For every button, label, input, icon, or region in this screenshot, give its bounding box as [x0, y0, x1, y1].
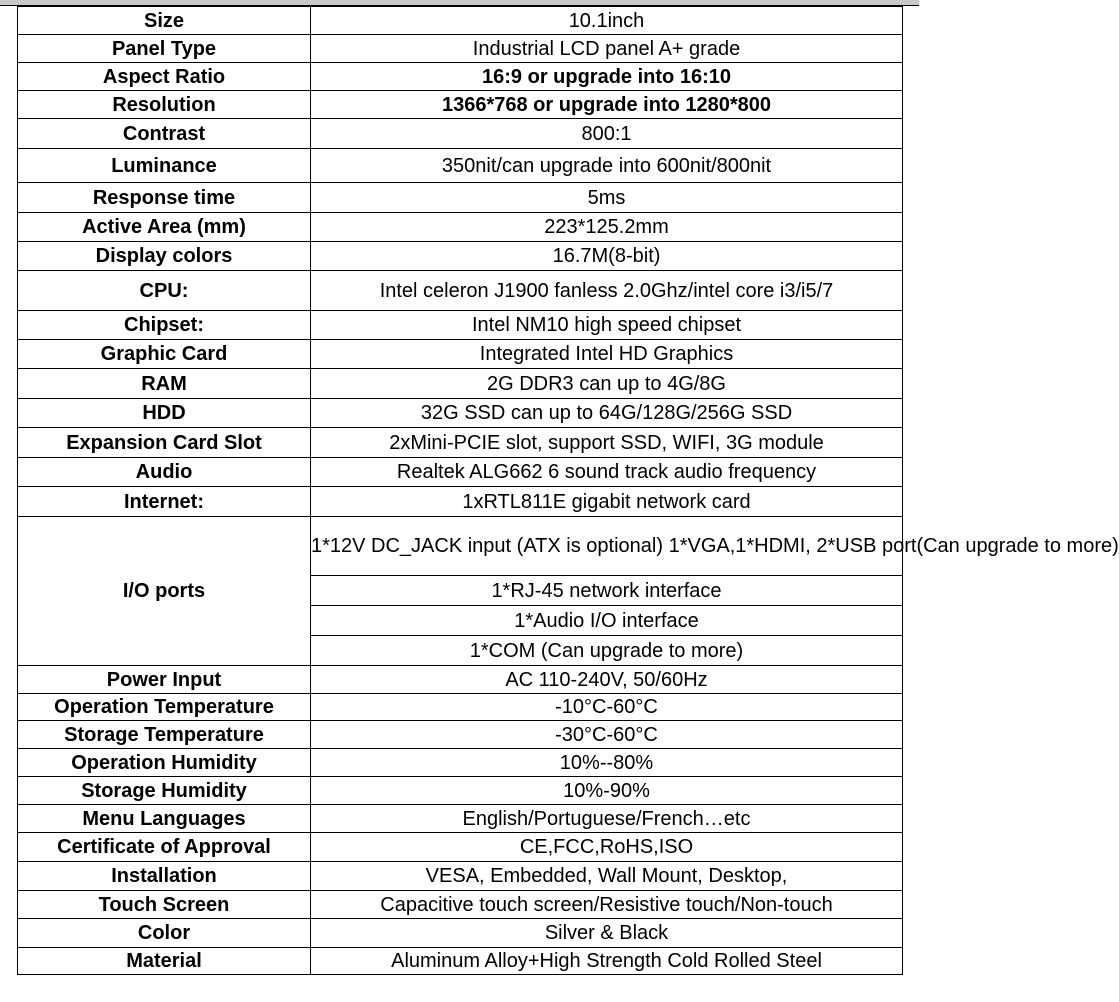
spec-value: 800:1	[311, 119, 903, 149]
table-row	[18, 487, 903, 517]
table-row	[18, 666, 903, 694]
table-row	[18, 458, 903, 487]
table-row	[18, 369, 903, 399]
table-row	[18, 399, 903, 428]
spec-label: Power Input	[18, 666, 311, 694]
spec-value: 1xRTL811E gigabit network card	[311, 487, 903, 517]
spec-value: 16:9 or upgrade into 16:10	[311, 63, 903, 91]
table-row	[18, 242, 903, 271]
spec-value: 5ms	[311, 183, 903, 213]
spec-value: Industrial LCD panel A+ grade	[311, 35, 903, 63]
table-row	[18, 149, 903, 183]
table-row	[18, 517, 903, 576]
table-row	[18, 271, 903, 311]
spec-label: Contrast	[18, 119, 311, 149]
spec-value: Capacitive touch screen/Resistive touch/Non-touch	[311, 891, 903, 919]
table-row	[18, 694, 903, 721]
spec-label: Display colors	[18, 242, 311, 271]
table-row	[18, 340, 903, 369]
spec-value: VESA, Embedded, Wall Mount, Desktop,	[311, 862, 903, 891]
table-row	[18, 948, 903, 975]
spec-label: Material	[18, 948, 311, 975]
spec-value: 223*125.2mm	[311, 213, 903, 242]
table-row	[18, 721, 903, 749]
spec-value: 2G DDR3 can up to 4G/8G	[311, 369, 903, 399]
table-row	[18, 919, 903, 948]
spec-value: 1*12V DC_JACK input (ATX is optional) 1*VGA,1*HDMI, 2*USB port(Can upgrade to more)	[311, 517, 903, 576]
table-row	[18, 213, 903, 242]
spec-label: Luminance	[18, 149, 311, 183]
spec-value: CE,FCC,RoHS,ISO	[311, 833, 903, 862]
table-row	[18, 777, 903, 805]
table-row	[18, 749, 903, 777]
spec-label: Size	[18, 7, 311, 35]
table-row	[18, 63, 903, 91]
table-row	[18, 891, 903, 919]
spec-value: 1366*768 or upgrade into 1280*800	[311, 91, 903, 119]
spec-label-io-ports: I/O ports	[18, 517, 311, 666]
table-row	[18, 119, 903, 149]
spec-value: 32G SSD can up to 64G/128G/256G SSD	[311, 399, 903, 428]
table-row	[18, 91, 903, 119]
spec-label: Color	[18, 919, 311, 948]
spec-value: Realtek ALG662 6 sound track audio frequency	[311, 458, 903, 487]
spec-label: Operation Temperature	[18, 694, 311, 721]
spec-value: -30°C-60°C	[311, 721, 903, 749]
spec-label: Internet:	[18, 487, 311, 517]
spec-label: Panel Type	[18, 35, 311, 63]
spec-value: AC 110-240V, 50/60Hz	[311, 666, 903, 694]
table-row	[18, 862, 903, 891]
table-row	[18, 428, 903, 458]
spec-label: Storage Temperature	[18, 721, 311, 749]
spec-label: Resolution	[18, 91, 311, 119]
spec-label: Aspect Ratio	[18, 63, 311, 91]
spec-label: Active Area (mm)	[18, 213, 311, 242]
table-row	[18, 183, 903, 213]
spec-value: 1*Audio I/O interface	[311, 606, 903, 636]
spec-value: Integrated Intel HD Graphics	[311, 340, 903, 369]
spec-value: Intel NM10 high speed chipset	[311, 311, 903, 340]
spec-label: Menu Languages	[18, 805, 311, 833]
spec-value: 1*RJ-45 network interface	[311, 576, 903, 606]
spec-value: 1*COM (Can upgrade to more)	[311, 636, 903, 666]
spec-table	[17, 6, 1119, 975]
spec-label: Touch Screen	[18, 891, 311, 919]
spec-label: Installation	[18, 862, 311, 891]
table-row	[18, 7, 903, 35]
spec-label: Storage Humidity	[18, 777, 311, 805]
table-row	[18, 311, 903, 340]
spec-value: English/Portuguese/French…etc	[311, 805, 903, 833]
spec-value: 350nit/can upgrade into 600nit/800nit	[311, 149, 903, 183]
spec-label: Certificate of Approval	[18, 833, 311, 862]
spec-label: Expansion Card Slot	[18, 428, 311, 458]
table-row	[18, 805, 903, 833]
table-row	[18, 833, 903, 862]
table-row	[18, 35, 903, 63]
spec-label: Graphic Card	[18, 340, 311, 369]
spec-value: Intel celeron J1900 fanless 2.0Ghz/intel core i3/i5/7	[311, 271, 903, 311]
spec-value: 10%--80%	[311, 749, 903, 777]
spec-label: HDD	[18, 399, 311, 428]
spec-label: Chipset:	[18, 311, 311, 340]
spec-value: 10%-90%	[311, 777, 903, 805]
spec-value: Silver & Black	[311, 919, 903, 948]
spec-value: 2xMini-PCIE slot, support SSD, WIFI, 3G module	[311, 428, 903, 458]
spec-value: 16.7M(8-bit)	[311, 242, 903, 271]
spec-label: Response time	[18, 183, 311, 213]
spec-value: 10.1inch	[311, 7, 903, 35]
spec-label: RAM	[18, 369, 311, 399]
spec-value: -10°C-60°C	[311, 694, 903, 721]
spec-label: Audio	[18, 458, 311, 487]
spec-label: CPU:	[18, 271, 311, 311]
spec-label: Operation Humidity	[18, 749, 311, 777]
spec-value: Aluminum Alloy+High Strength Cold Rolled Steel	[311, 948, 903, 975]
